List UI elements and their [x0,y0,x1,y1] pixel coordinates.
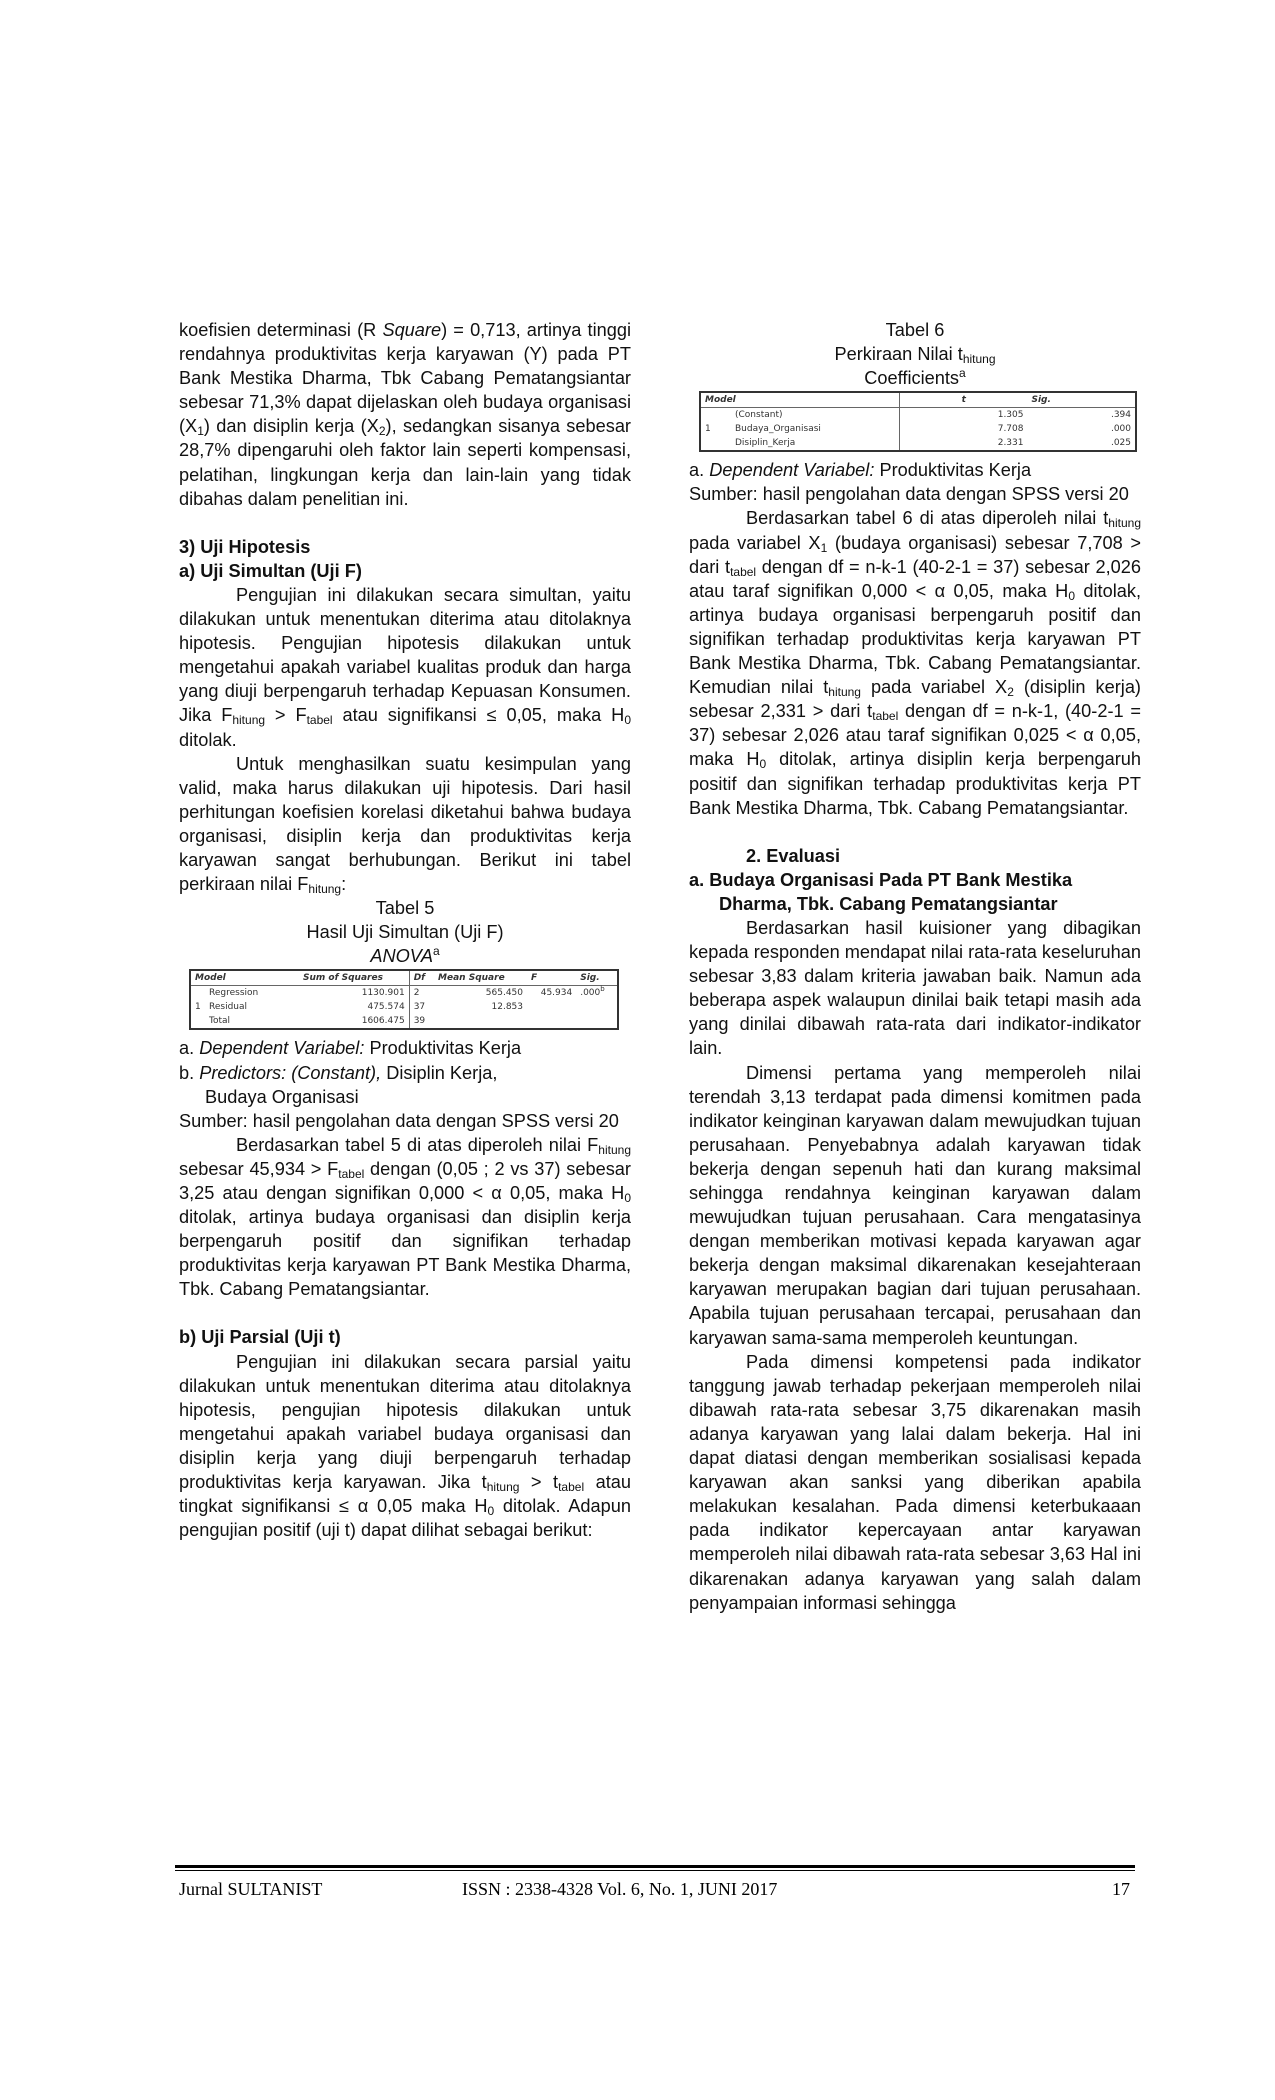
heading-uji-simultan: a) Uji Simultan (Uji F) [179,560,362,581]
paragraph-dimensi-kompetensi: Pada dimensi kompetensi pada indikator tanggung jawab terhadap pekerjaan memperoleh nilai dibawah rata-rata sebesar 3,75 dikarenakan masih adanya karyawan yang lalai dalam bekerja. Hal ini dapat diatasi dengan memberikan sosialisasi kepada karyawan akan sanksi yang diberikan apabila melakukan kesalahan. Pada dimensi keterbukaaan pada indikator kepercayaan antar karyawan memperoleh nilai dibawah rata-rata sebesar 3,63 Hal ini dikarenakan adanya karyawan yang salah dalam penyampaian informasi sehingga [689,1351,1141,1613]
cell: 565.450 [485,988,524,999]
tabel5-subtitle: Hasil Uji Simultan (Uji F) [306,922,504,943]
cell [527,1014,576,1029]
anova-table [189,969,619,1030]
col-header: Sum of Squares [299,970,409,986]
tabel6-title: Tabel 6 [885,320,945,340]
cell: .000 [1110,424,1131,435]
cell [434,1014,527,1029]
tabel6-source: Sumber: hasil pengolahan data dengan SPSS versi 20 [689,484,1129,505]
cell: 1.305 [997,410,1024,421]
coefficients-table [699,391,1137,452]
left-column [179,318,631,1542]
heading-uji-hipotesis: 3) Uji Hipotesis [179,536,311,557]
tabel5-caption: ANOVA$^a$ [370,944,440,967]
table-row [700,408,1136,423]
paragraph-uji-parsial: Pengujian ini dilakukan secara parsial yaitu dilakukan untuk menentukan diterima atau ditolaknya hipotesis, pengujian hipotesis dilakukan untuk mengetahui apakah variabel budaya organisasi dan disiplin kerja yang diuji berpengaruh terhadap produktivitas kerja karyawan. Jika $t_{hitung} > t_{tabel}$ atau tingkat signifikansi ≤ α 0,05 maka $H_0$ ditolak. Adapun pengujian positif (uji t) dapat dilihat sebagai berikut: [179,1351,632,1541]
col-header: Model [190,970,299,986]
tabel5-source: Sumber: hasil pengolahan data dengan SPSS versi 20 [179,1110,619,1131]
table-header-row [700,392,1136,408]
footer-rule-thin [175,1870,1135,1871]
tabel5-note-a: a. Dependent Variabel: Produktivitas Kerja [179,1038,522,1059]
heading-evaluasi: 2. Evaluasi [746,845,841,866]
table-row [190,986,618,1001]
tabel6-subtitle: Perkiraan Nilai $t_{hitung}$ [834,344,996,367]
heading-budaya-organisasi-cont: Dharma, Tbk. Cabang Pematangsiantar [719,893,1058,914]
row-label: Regression [209,988,259,999]
table-row [700,436,1136,451]
paragraph-tabel5: Berdasarkan tabel 5 di atas diperoleh nilai $F_{hitung}$ sebesar $45,934 > F_{tabel}$ dengan (0,05 ; 2 vs 37) sebesar 3,25 atau dengan signifikan 0,000 < α 0,05, maka $H_0$ ditolak, artinya budaya organisasi dan disiplin kerja berpengaruh positif dan signifikan terhadap produktivitas kerja karyawan PT Bank Mestika Dharma, Tbk. Cabang Pematangsiantar. [179,1134,631,1300]
footer-issn: ISSN : 2338-4328 Vol. 6, No. 1, JUNI 2017 [462,1879,778,1899]
footer-rule [175,1865,1135,1868]
tabel6-caption: Coefficients$^a$ [864,366,966,389]
col-header: Sig. [1027,392,1136,408]
cell: 39 [413,1016,426,1027]
paragraph-kuisioner: Berdasarkan hasil kuisioner yang dibagikan kepada responden mendapat nilai rata-rata keseluruhan sebesar 3,83 dalam kriteria jawaban baik. Namun ada beberapa aspek walaupun dinilai baik tetapi masih ada yang dinilai dibawah rata-rata dari indikator-indikator lain. [689,917,1141,1059]
right-column [689,318,1141,1615]
table-row [190,1014,618,1029]
cell: 475.574 [299,1000,409,1014]
cell: .000$^b$ [580,985,605,999]
col-header: Model [700,392,900,408]
col-header: t [900,392,1028,408]
table-row [190,1000,618,1014]
paragraph-determinasi: koefisien determinasi (R Square) = 0,713, artinya tinggi rendahnya produktivitas kerja karyawan (Y) pada PT Bank Mestika Dharma, Tbk Cabang Pematangsiantar sebesar 71,3% dapat dijelaskan oleh budaya organisasi $(X_1)$ dan disiplin kerja $(X_2)$, sedangkan sisanya sebesar 28,7% dipengaruhi oleh faktor lain seperti kompensasi, pelatihan, lingkungan kerja dan lain-lain yang tidak dibahas dalam penelitian ini. [179,320,631,509]
footer-page-number: 17 [1112,1879,1130,1899]
col-header: F [527,970,576,986]
row-label: Disiplin_Kerja [700,436,900,451]
cell: 1130.901 [299,986,409,1001]
cell: 1606.475 [299,1014,409,1029]
table-row [700,422,1136,436]
cell: 12.853 [491,1002,524,1013]
cell [576,1000,618,1014]
cell: 45.934 [540,988,573,999]
paragraph-dimensi-pertama: Dimensi pertama yang memperoleh nilai terendah 3,13 terdapat pada dimensi komitmen pada indikator keinginan karyawan dalam mewujudkan tujuan perusahaan. Penyebabnya adalah karyawan tidak bekerja dengan sepenuh hati dan kurang maksimal sehingga rendahnya keinginan karyawan dalam mewujudkan tujuan perusahaan. Cara mengatasinya dengan memberikan motivasi kepada karyawan agar bekerja dengan maksimal dikarenakan kesejahteraan karyawan merupakan bagian dari tujuan perusahaan. Apabila tujuan perusahaan tercapai, perusahaan dan karyawan sama-sama memperoleh keuntungan. [689,1062,1141,1348]
row-label: 1 Budaya_Organisasi [700,422,900,436]
cell: 7.708 [997,424,1024,435]
cell: 37 [413,1002,426,1013]
cell: .025 [1110,438,1131,449]
heading-uji-parsial: b) Uji Parsial (Uji t) [179,1327,341,1348]
row-label: 1 Residual [195,1002,248,1013]
row-label: (Constant) [700,408,900,423]
paragraph-kesimpulan: Untuk menghasilkan suatu kesimpulan yang valid, maka harus dilakukan uji hipotesis. Dari hasil perhitungan koefisien korelasi diketahui bahwa budaya organisasi, disiplin kerja dan produktivitas kerja karyawan sangat berhubungan. Berikut ini tabel perkiraan nilai $F_{hitung}$: [179,753,631,897]
cell [576,1014,618,1029]
table-header-row [190,970,618,986]
tabel6-note-a: a. Dependent Variabel: Produktivitas Kerja [689,460,1032,481]
cell [527,1000,576,1014]
tabel5-note-b: b. Predictors: (Constant), Disiplin Kerja, [179,1062,498,1083]
col-header: Sig. [576,970,618,986]
cell: 2.331 [997,438,1024,449]
paragraph-tabel6: Berdasarkan tabel 6 di atas diperoleh nilai $t_{hitung}$ pada variabel $X_1$ (budaya organisasi) sebesar 7,708 > dari $t_{tabel}$ dengan df = n-k-1 (40-2-1 = 37) sebesar 2,026 atau taraf signifikan 0,000 < α 0,05, maka $H_0$ ditolak, artinya budaya organisasi berpengaruh positif dan signifikan terhadap produktivitas kerja karyawan PT Bank Mestika Dharma, Tbk. Cabang Pematangsiantar. Kemudian nilai $t_{hitung}$ pada variabel $X_2$ (disiplin kerja) sebesar 2,331 > dari $t_{tabel}$ dengan df = n-k-1, (40-2-1 = 37) sebesar 2,026 atau taraf signifikan 0,025 < α 0,05, maka $H_0$ ditolak, artinya disiplin kerja berpengaruh positif dan signifikan terhadap produktivitas kerja PT Bank Mestika Dharma, Tbk. Cabang Pematangsiantar. [689,508,1141,818]
col-header: Df [409,970,434,986]
paragraph-uji-simultan: Pengujian ini dilakukan secara simultan, yaitu dilakukan untuk menentukan diterima atau ditolaknya hipotesis. Pengujian hipotesis dilakukan untuk mengetahui apakah variabel kualitas produk dan harga yang diuji berpengaruh terhadap Kepuasan Konsumen. Jika $F_{hitung} > F_{tabel}$ atau signifikansi ≤ 0,05, maka $H_0$ ditolak. [179,584,631,750]
tabel5-title: Tabel 5 [375,898,435,919]
cell: 2 [413,988,420,999]
tabel5-note-b-cont: Budaya Organisasi [205,1086,359,1107]
heading-budaya-organisasi: a. Budaya Organisasi Pada PT Bank Mestika [689,869,1073,890]
footer-journal-name: Jurnal SULTANIST [179,1879,323,1899]
col-header: Mean Square [434,970,527,986]
row-label: Total [209,1016,231,1027]
cell: .394 [1110,410,1131,421]
